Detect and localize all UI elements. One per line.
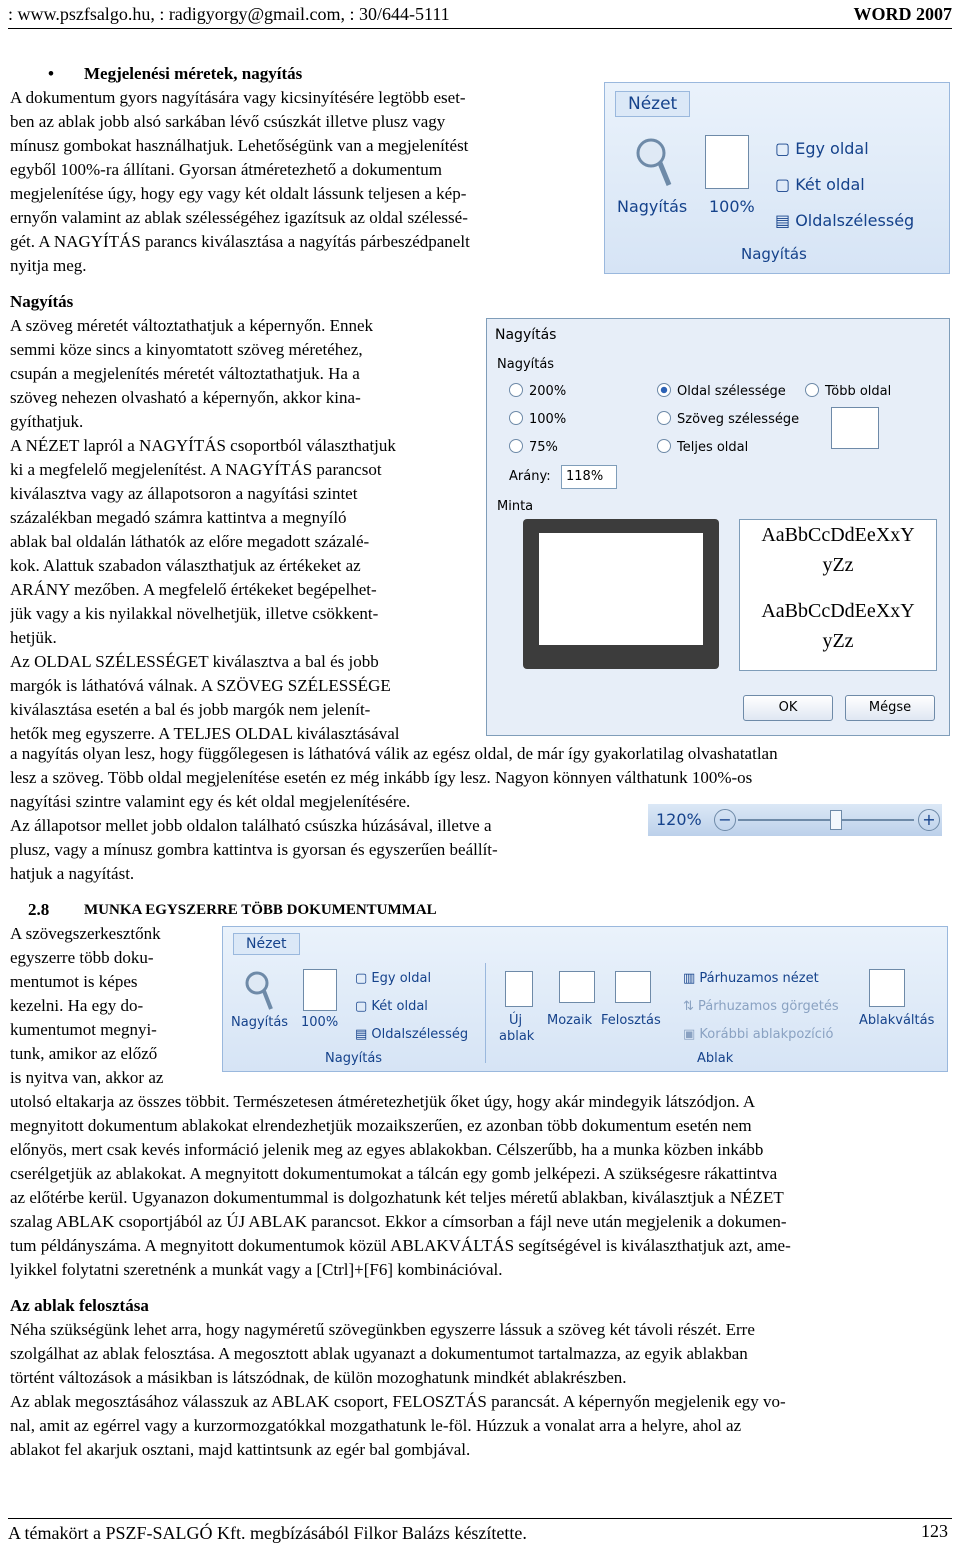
bullet: • xyxy=(48,64,54,83)
text-line: ki a megfelelő megjelenítést. A NAGYÍTÁS parancsot xyxy=(10,460,382,479)
text-line: tum példányszáma. A megnyitott dokumentumok közül ABLAKVÁLTÁS segítségével is kiválaszthatjuk azt, ame- xyxy=(10,1236,791,1255)
text-line: gyíthatjuk. xyxy=(10,412,84,431)
view-zoom-ribbon xyxy=(604,82,950,274)
section-title-zoom: Nagyítás xyxy=(10,292,74,311)
header-title: WORD 2007 xyxy=(853,4,952,24)
text-line: ARÁNY mezőben. A megfelelő értékeket begépelhet- xyxy=(10,580,377,599)
ribbon2-group-zoom: Nagyítás xyxy=(325,1051,383,1066)
footer-credit: A témakört a PSZF-SALGÓ Kft. megbízásából Filkor Balázs készítette. xyxy=(8,1523,527,1543)
text-line: szalag ABLAK csoportjából az ÚJ ABLAK parancsot. Ekkor a címsorban a fájl neve után megjelenik a dokumen- xyxy=(10,1212,787,1231)
sync-scroll-button[interactable]: ⇅ Párhuzamos görgetés xyxy=(683,999,839,1014)
radio-75[interactable]: 75% xyxy=(509,439,558,455)
zoom-slider-thumb[interactable] xyxy=(830,810,842,830)
text-line: lesz a szöveg. Több oldal megjelenítése esetén ez még inkább így lesz. Nagyon könnyen válthatunk 100%-os xyxy=(10,768,753,787)
dialog-title: Nagyítás xyxy=(495,327,557,343)
text-line: margók is láthatóvá válnak. A SZÖVEG SZÉLESSÉGE xyxy=(10,676,391,695)
two-pages-button[interactable]: ▢ Két oldal xyxy=(355,999,428,1014)
radio-many-pages[interactable]: Több oldal xyxy=(805,383,891,399)
sample-text-preview: AaBbCcDdEeXxY yZz AaBbCcDdEeXxY yZz xyxy=(739,519,937,671)
section-split-text xyxy=(10,1318,950,1462)
ratio-label: Arány: xyxy=(509,469,551,484)
tile-icon xyxy=(559,971,595,1003)
text-line: semmi köze sincs a kinyomtatott szöveg méretéhez, xyxy=(10,340,363,359)
two-pages-icon: ▢ xyxy=(775,175,796,194)
zoom-button[interactable]: Nagyítás xyxy=(617,197,688,216)
text-line: kezelni. Ha egy do- xyxy=(10,996,144,1015)
section-title-display: Megjelenési méretek, nagyítás xyxy=(84,64,303,83)
text-line: tunk, amikor az előző xyxy=(10,1044,158,1063)
text-line: plusz, vagy a mínusz gombra kattintva is gyorsan és egyszerűen beállít- xyxy=(10,840,498,859)
text-line: cserélgetjük az ablakokat. A megnyitott dokumentumokat a tálcán egy gomb jelképezi. A szükségesre rákattintva xyxy=(10,1164,778,1183)
one-page-button[interactable]: ▢ Egy oldal xyxy=(775,139,869,158)
new-window-button[interactable]: Új xyxy=(509,1013,523,1028)
ratio-input[interactable]: 118% xyxy=(561,465,617,489)
text-line: is nyitva van, akkor az xyxy=(10,1068,164,1087)
section-display-text xyxy=(10,86,584,278)
section-number: 2.8 xyxy=(28,900,50,919)
text-line: szolgálhat az ablak felosztása. A megosztott ablak ugyanazt a dokumentumot tartalmazza, az egyik ablakban xyxy=(10,1344,748,1363)
text-line: A szöveg méretét változtathatjuk a képernyőn. Ennek xyxy=(10,316,374,335)
zoom-plus-icon[interactable]: + xyxy=(918,809,940,831)
text-line: ernyőn valamint az ablak szélességéhez igazítsuk az oldal szélessé- xyxy=(10,208,468,227)
text-line: Néha szükségünk lehet arra, hogy nagyméretű szövegünkben egyszerre lássuk a szöveg két távoli részét. Erre xyxy=(10,1320,755,1339)
one-page-icon: ▢ xyxy=(775,139,796,158)
text-line: mentumot is képes xyxy=(10,972,138,991)
split-button[interactable]: Felosztás xyxy=(601,1013,661,1028)
text-line: nyitja meg. xyxy=(10,256,87,275)
new-window-icon xyxy=(505,971,533,1007)
tile-button[interactable]: Mozaik xyxy=(547,1013,593,1028)
text-line: előnyös, mert csak kevés információ jelenik meg az egyes ablakokban. Célszerűbb, ha a munka közben inkább xyxy=(10,1140,764,1159)
split-icon xyxy=(615,971,651,1003)
text-line: Az állapotsor mellet jobb oldalon található csúszka húzásával, illetve a xyxy=(10,816,492,835)
zoom-group-label: Nagyítás xyxy=(497,357,555,372)
text-line: a nagyítás olyan lesz, hogy függőlegesen is láthatóvá válik az egész oldal, de már így gyakorlatilag olvashatatlan xyxy=(10,744,778,763)
text-line: kumentumot megnyi- xyxy=(10,1020,157,1039)
one-page-button[interactable]: ▢ Egy oldal xyxy=(355,971,432,986)
section-zoom-text xyxy=(10,314,464,746)
magnifier-icon xyxy=(243,969,275,1013)
page-width-button[interactable]: ▤ Oldalszélesség xyxy=(355,1027,469,1042)
text-line: történt változások a másikban is látszódnak, de külön mozoghatunk mindkét ablakrészben. xyxy=(10,1368,627,1387)
section-title-multi-docs: MUNKA EGYSZERRE TÖBB DOKUMENTUMMAL xyxy=(84,902,437,918)
monitor-preview-icon xyxy=(523,519,719,669)
radio-200[interactable]: 200% xyxy=(509,383,566,399)
ribbon2-tab-view[interactable]: Nézet xyxy=(233,933,300,955)
header-contact: : www.pszfsalgo.hu, : radigyorgy@gmail.com, : 30/644-5111 xyxy=(8,4,450,24)
text-line: nagyítási szintre valamint egy és két oldal megjelenítésére. xyxy=(10,792,411,811)
zoom-slider-track[interactable] xyxy=(738,819,914,821)
zoom-dialog xyxy=(486,318,950,736)
text-line: A dokumentum gyors nagyítására vagy kicsinyítésére legtöbb eset- xyxy=(10,88,466,107)
ok-button[interactable]: OK xyxy=(743,695,833,721)
page-header xyxy=(8,2,952,29)
status-zoom-slider xyxy=(648,804,942,836)
radio-whole-page[interactable]: Teljes oldal xyxy=(657,439,748,455)
cancel-button[interactable]: Mégse xyxy=(845,695,935,721)
ribbon-group-label: Nagyítás xyxy=(741,245,807,263)
side-by-side-button[interactable]: ▥ Párhuzamos nézet xyxy=(683,971,819,986)
text-line: megjelenítése úgy, hogy egy vagy két oldalt lássunk teljesen a kép- xyxy=(10,184,467,203)
text-line: gét. A NAGYÍTÁS parancs kiválasztása a nagyítás párbeszédpanelt xyxy=(10,232,470,251)
text-line: egyből 100%-ra állítani. Gyorsan átméretezhető a dokumentum xyxy=(10,160,442,179)
two-pages-button[interactable]: ▢ Két oldal xyxy=(775,175,865,194)
text-line: hetők meg egyszerre. A TELJES OLDAL kiválasztásával xyxy=(10,724,400,743)
radio-text-width[interactable]: Szöveg szélessége xyxy=(657,411,799,427)
zoom-100-button[interactable]: 100% xyxy=(301,1015,339,1030)
text-line: hetjük. xyxy=(10,628,57,647)
text-line: Az OLDAL SZÉLESSÉGET kiválasztva a bal és jobb xyxy=(10,652,379,671)
many-pages-picker[interactable] xyxy=(831,407,879,449)
text-line: lyikkel folytatni szeretnénk a munkát vagy a [Ctrl]+[F6] kombinációval. xyxy=(10,1260,503,1279)
text-line: Az ablak megosztásához válasszuk az ABLAK csoport, FELOSZTÁS parancsát. A képernyőn megjelenik egy vo- xyxy=(10,1392,786,1411)
text-line: ablak bal oldalán láthatók az előre megadott százalé- xyxy=(10,532,370,551)
page-100-icon xyxy=(705,135,749,189)
text-line: ben az ablak jobb alsó sarkában lévő csúszkát illetve plusz vagy xyxy=(10,112,446,131)
slider-paragraph xyxy=(10,814,626,886)
text-line: kok. Alattuk szabadon választhatjuk az értékeket az xyxy=(10,556,361,575)
text-line: százalékban megadó számra kattintva a megnyíló xyxy=(10,508,347,527)
page-width-button[interactable]: ▤ Oldalszélesség xyxy=(775,211,915,230)
one-page-icon: ▢ xyxy=(355,971,372,986)
text-line: szöveg nehezen olvasható a képernyőn, akkor kina- xyxy=(10,388,361,407)
page-footer xyxy=(8,1518,952,1543)
magnifier-icon xyxy=(633,135,673,191)
ribbon-tab-view[interactable]: Nézet xyxy=(615,91,690,117)
radio-page-width[interactable]: Oldal szélessége xyxy=(657,383,786,399)
text-line: hatjuk a nagyítást. xyxy=(10,864,135,883)
page-100-icon xyxy=(303,969,337,1011)
preview-label: Minta xyxy=(497,499,534,514)
section-multi-docs-text xyxy=(10,922,200,1090)
switch-windows-button[interactable]: Ablakváltás xyxy=(859,1013,935,1028)
reset-position-icon: ▣ xyxy=(683,1027,700,1042)
zoom-100-button[interactable]: 100% xyxy=(709,197,755,216)
section-multi-docs-text-continued xyxy=(10,1090,950,1282)
zoom-minus-icon[interactable]: − xyxy=(714,809,736,831)
text-line: egyszerre több doku- xyxy=(10,948,154,967)
zoom-level-text[interactable]: 120% xyxy=(656,810,702,829)
page-number: 123 xyxy=(921,1521,948,1541)
text-line: kiválasztva vagy az állapotsoron a nagyítási szintet xyxy=(10,484,358,503)
sync-scroll-icon: ⇅ xyxy=(683,999,699,1014)
text-line: ablakot fel akarjuk osztani, majd kattintsunk az egér bal gombjával. xyxy=(10,1440,471,1459)
text-line: mínusz gombokat használhatjuk. Lehetőségünk van a megjelenítést xyxy=(10,136,469,155)
section-title-split: Az ablak felosztása xyxy=(10,1296,149,1315)
text-line: kiválasztása esetén a bal és jobb margók nem jelenít- xyxy=(10,700,371,719)
text-line: A szövegszerkesztőnk xyxy=(10,924,161,943)
text-line: megnyitott dokumentum ablakokat elrendezhetjük mozaikszerűen, ez azonban több dokumentum esetén nem xyxy=(10,1116,752,1135)
reset-position-button[interactable]: ▣ Korábbi ablakpozíció xyxy=(683,1027,834,1042)
text-line: A NÉZET lapról a NAGYÍTÁS csoportból választhatjuk xyxy=(10,436,396,455)
page-width-icon: ▤ xyxy=(775,211,796,230)
ribbon2-group-window: Ablak xyxy=(697,1051,734,1066)
text-line: nal, amit az egérrel vagy a kurzormozgatókkal mozgathatunk le-föl. Húzzuk a vonalat arra a helyre, ahol az xyxy=(10,1416,742,1435)
zoom-button[interactable]: Nagyítás xyxy=(231,1015,289,1030)
view-window-ribbon xyxy=(222,926,948,1072)
new-window-label-2: ablak xyxy=(499,1029,535,1044)
text-line: utolsó eltakarja az összes többit. Természetesen átméretezhetjük őket úgy, hogy akár mindegyik látszódjon. A xyxy=(10,1092,756,1111)
side-by-side-icon: ▥ xyxy=(683,971,700,986)
text-line: csupán a megjelenítés méretét változtathatjuk. Ha a xyxy=(10,364,360,383)
radio-100[interactable]: 100% xyxy=(509,411,566,427)
switch-windows-icon xyxy=(869,969,905,1007)
two-pages-icon: ▢ xyxy=(355,999,372,1014)
text-line: jük vagy a kis nyilakkal növelhetjük, illetve csökkent- xyxy=(10,604,379,623)
page-width-icon: ▤ xyxy=(355,1027,372,1042)
group-divider xyxy=(485,963,486,1063)
text-line: az előtérbe kerül. Ugyanazon dokumentummal is dolgozhatunk két teljes méretű ablakban, kiválasztjuk a NÉZET xyxy=(10,1188,784,1207)
